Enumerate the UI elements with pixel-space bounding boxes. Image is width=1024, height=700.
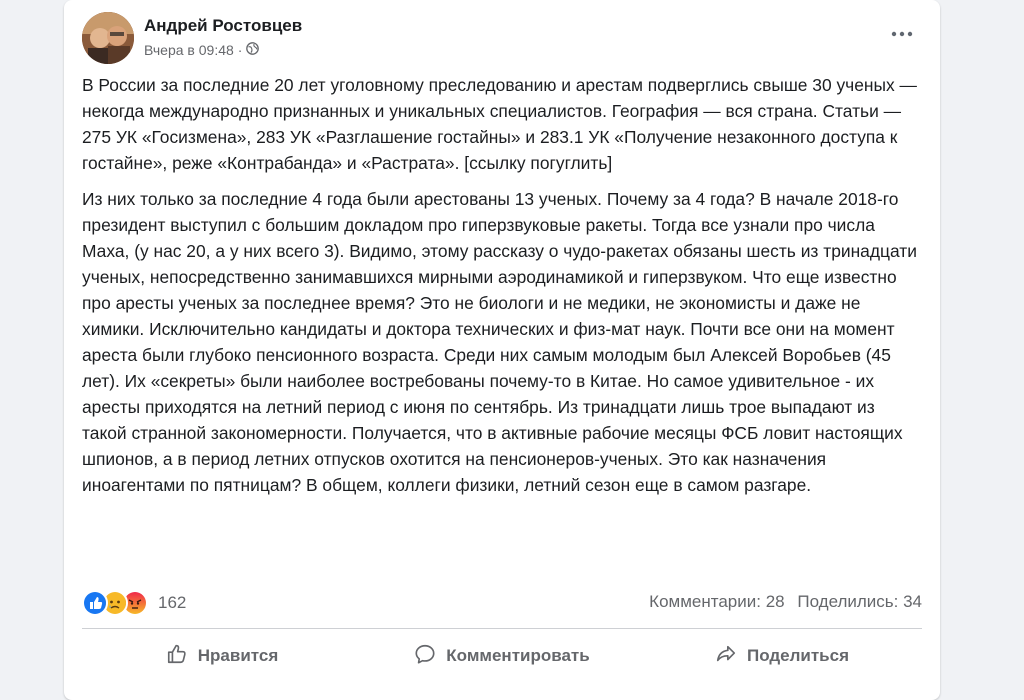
comment-label: Комментировать [446,646,590,665]
author-name[interactable]: Андрей Ростовцев [144,16,303,35]
thumbs-up-icon [166,643,188,670]
post-meta [144,42,259,58]
like-button[interactable] [82,634,362,678]
post-paragraph-2: Из них только за последние 4 года были арестованы 13 ученых. Почему за 4 года? В начале 2018-го президент выступил с большим докладом про гиперзвуковые ракеты. Тогда все узнали про числа Маха, (у нас 20, а у них всего 3). Видимо, этому рассказу о чудо-ракетах обязаны шесть из тринадцати ученых, непосредственно занимавшихся мирными аэродинамикой и гиперзвуком. Что еще известно про аресты ученых за последнее время? Это не биологи и не медики, не экономисты и даже не химики. Исключительно кандидаты и доктора технических и физ-мат наук. Почти все они на момент ареста были глубоко пенсионного возраста. Среди них самым молодым был Алексей Воробьев (45 лет). Их «секреты» были наиболее востребованы почему-то в Китае. Но самое удивительное - их аресты приходятся на летний период с июня по сентябрь. Из тринадцати лишь трое выпадают из такой странной закономерности. Получается, что в активные рабочие месяцы ФСБ ловит настоящих шпионов, а в период летних отпусков охотится на пенсионеров-ученых. Это как назначения иноагентами по пятницам? В общем, коллеги физики, летний сезон еще в самом разгаре. [82,189,917,495]
author-avatar[interactable] [82,12,134,64]
shares-count[interactable]: Поделились: 34 [797,592,922,611]
reactions-count[interactable]: 162 [158,593,187,612]
post-body [82,72,924,508]
globe-icon[interactable] [246,42,259,58]
share-icon [715,643,737,670]
share-label: Поделиться [746,646,850,665]
post-timestamp[interactable]: Вчера в 09:48 [144,42,234,58]
actions-divider [82,628,922,629]
comments-count[interactable]: Комментарии: 28 [649,592,785,611]
comment-icon [414,643,436,670]
post-card [64,0,940,700]
post-stats [82,588,922,618]
comment-button[interactable] [362,634,642,678]
post-paragraph-1: В России за последние 20 лет уголовному преследованию и арестам подверглись свыше 30 ученых — некогда международно признанных и уникальных специалистов. География — вся страна. Статьи — 275 УК «Госизмена», 283 УК «Разглашение гостайны» и 283.1 УК «Получение незаконного доступа к гостайне», реже «Контрабанда» и «Растрата». [ссылку погуглить] [82,75,917,173]
more-options-icon[interactable] [884,22,920,50]
like-label: Нравится [197,646,279,665]
like-icon [82,590,108,616]
meta-separator: · [237,42,243,58]
reactions-summary[interactable] [82,590,186,616]
engagement-counts [641,592,922,612]
post-header [82,12,922,64]
share-button[interactable] [642,634,922,678]
post-actions [82,634,922,678]
